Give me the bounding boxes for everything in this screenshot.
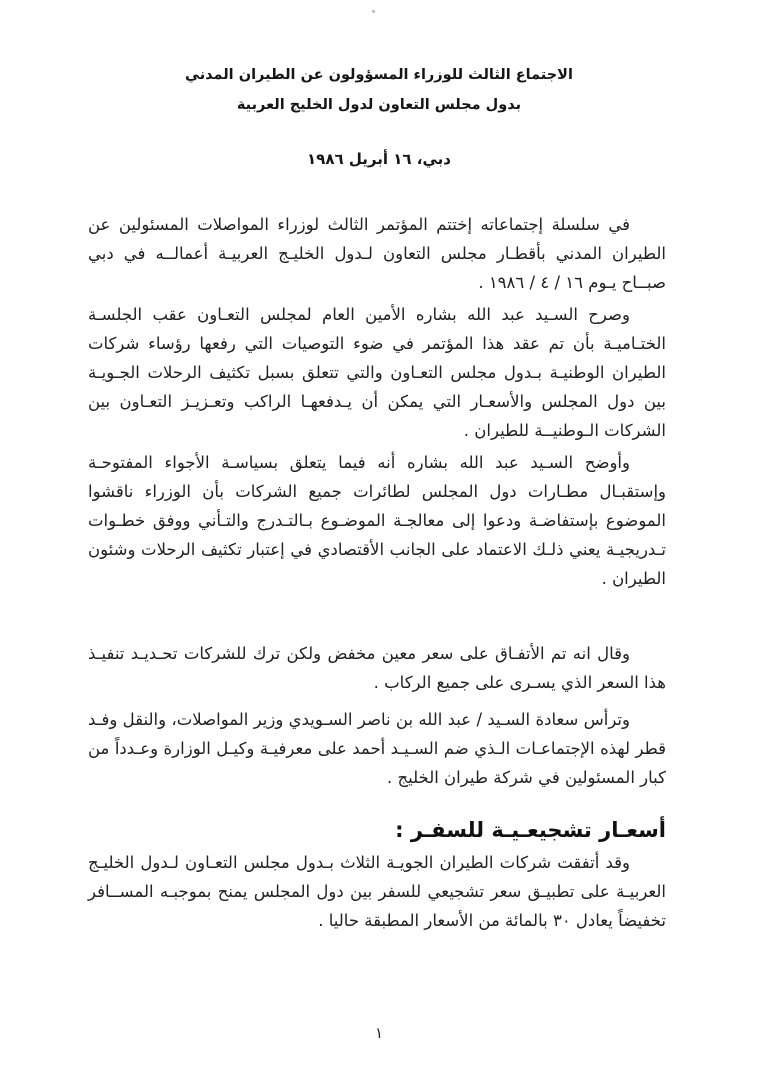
document-header [0,0,758,168]
paragraph-1: في سلسلة إجتماعاته إختتم المؤتمر الثالث لوزراء المواصلات المسئولين عن الطيران المدني بأقطـار مجلس التعاون لـدول الخليـج العربيـة أعمالــه في دبي صبــاح يـوم ١٦ / ٤ / ١٩٨٦ . [88,215,666,292]
paragraph-6: وقد أتفقت شركات الطيران الجويـة الثلاث بـدول مجلس التعـاون لـدول الخليـج العربيـة على تطبيـق سعر تشجيعي للسفر بين دول المجلس يمنح بموجبـه المســافر تخفيضاً يعادل ٣٠ بالمائة من الأسعار المطبقة حاليا . [88,853,666,930]
section-heading-promotional-fares: أسعـار تشجيعـيـة للسفـر : [395,818,666,842]
document-title-line1: الاجتماع الثالث للوزراء المسؤولون عن الطيران المدني [185,67,573,83]
paragraph-2: وصرح السـيد عبد الله بشاره الأمين العام لمجلس التعـاون عقب الجلسـة الختـاميـة بأن تم عقد هذا المؤتمر في ضوء التوصيات التي رفعها رؤساء شركات الطيران الوطنيـة بـدول مجلس التعـاون والتي تتعلق بسبل تكثيف الرحلات الجـويـة بين دول المجلس والأسعـار التي يمكن أن يـدفعهـا الراكب وتعـزيـز التعـاون بين الشركات الـوطنيــة للطيران . [88,305,666,440]
paragraph-4: وقال انه تم الأتفـاق على سعر معين مخفض ولكن ترك للشركات تحـديـد تنفيـذ هذا السعر الذي يسـرى على جميع الركاب . [88,644,666,692]
scan-artifact-dot [372,10,375,13]
paragraph-5: وترأس سعادة السـيد / عبد الله بن ناصر السـويدي وزير المواصلات، والنقل وفـد قطر لهذه الإجتماعـات الـذي ضم السـيـد أحمد على معرفيـة وكيـل الوزارة وعـدداً من كبار المسئولين في شركة طيران الخليج . [88,710,666,787]
paragraph-3: وأوضح السـيد عبد الله بشاره أنه فيما يتعلق بسياسـة الأجواء المفتوحـة وإستقبـال مطـارات دول المجلس لطائرات جميع الشركات بأن الوزراء ناقشوا الموضوع بإستفاضـة ودعوا إلى معالجـة الموضـوع بـالتـدرج والتـأني ووفق خطـوات تـدريجيـة يعني ذلـك الاعتماد على الجانب الأقتصادي في إعتبار تكثيف الرحلات وشئون الطيران . [88,453,666,588]
document-body [88,210,666,792]
document-title-line2: بدول مجلس التعاون لدول الخليج العربية [236,97,522,113]
document-body-closing [88,848,666,935]
page-number: ١ [374,1024,384,1042]
document-date: دبي، ١٦ أبريل ١٩٨٦ [307,150,451,168]
